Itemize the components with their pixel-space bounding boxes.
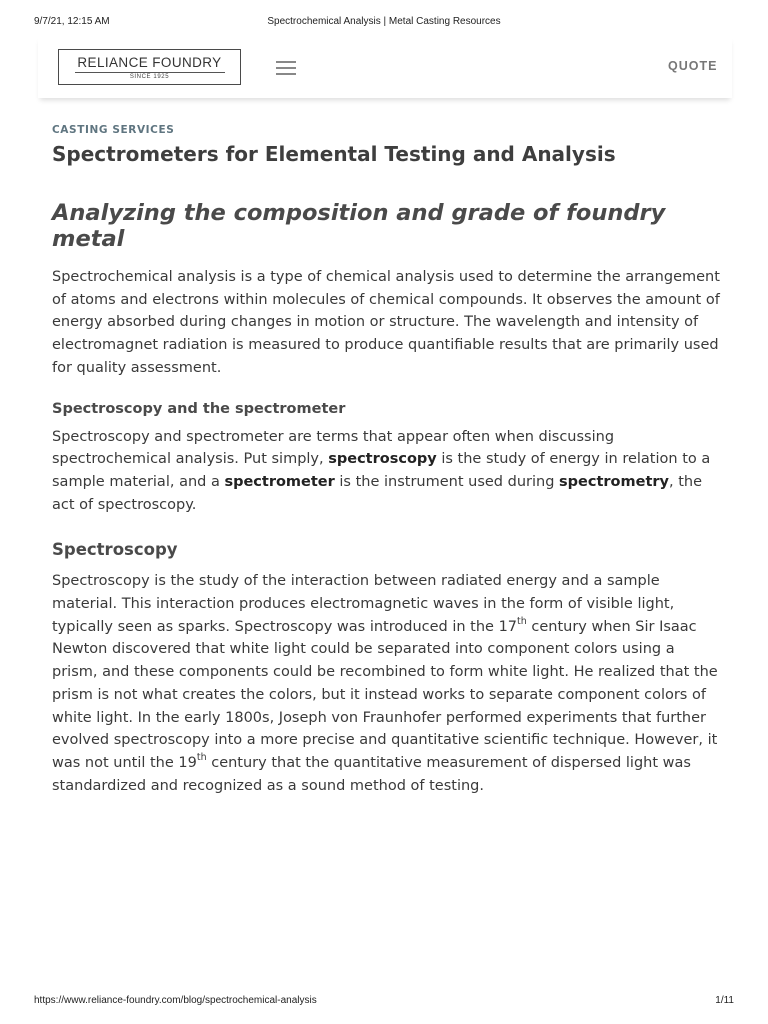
text-run: Spectroscopy and spectrometer are terms that appear often when discussing spectrochemical analysis. Put simply, xyxy=(52,428,615,468)
section1-paragraph xyxy=(52,426,720,517)
logo-name: RELIANCE FOUNDRY xyxy=(77,55,222,70)
term-spectrometer: spectrometer xyxy=(224,473,335,490)
article-subtitle: Analyzing the composition and grade of foundry metal xyxy=(52,200,666,252)
text-run: Spectroscopy is the study of the interaction between radiated energy and a sample material. This interaction produces electromagnetic waves in the form of visible light, typically seen as sparks. Spectroscopy was introduced in the 17 xyxy=(52,573,675,635)
text-run: is the instrument used during xyxy=(334,473,560,490)
section-heading-spectroscopy-spectrometer: Spectroscopy and the spectrometer xyxy=(52,400,346,417)
print-url: https://www.reliance-foundry.com/blog/spectrochemical-analysis xyxy=(34,995,317,1006)
article-category[interactable]: CASTING SERVICES xyxy=(52,124,175,136)
intro-paragraph: Spectrochemical analysis is a type of chemical analysis used to determine the arrangement of atoms and electrons within molecules of chemical compounds. It observes the amount of energy absorbed during changes in motion or structure. The wavelength and intensity of electromagnet radiation is measured to produce quantifiable results that are primarily used for quality assessment. xyxy=(52,269,720,376)
section-heading-spectroscopy: Spectroscopy xyxy=(52,540,178,560)
logo-divider xyxy=(75,72,225,73)
print-timestamp: 9/7/21, 12:15 AM xyxy=(34,16,110,27)
term-spectrometry: spectrometry xyxy=(559,473,669,490)
print-header xyxy=(0,16,768,30)
hamburger-menu-icon[interactable] xyxy=(276,60,298,76)
print-footer xyxy=(0,995,768,1009)
superscript: th xyxy=(517,615,527,627)
site-logo[interactable] xyxy=(58,49,241,85)
print-page-number: 1/11 xyxy=(715,995,734,1006)
superscript: th xyxy=(196,752,207,764)
quote-link[interactable]: QUOTE xyxy=(668,59,718,73)
article xyxy=(52,124,720,797)
text-run: , the act of spectroscopy. xyxy=(52,473,702,513)
article-title: Spectrometers for Elemental Testing and Analysis xyxy=(52,142,616,166)
logo-since: SINCE 1925 xyxy=(129,74,170,80)
text-run: century when Sir Isaac Newton discovered that white light could be separated into component colors using a prism, and these components could be recombined to form white light. He realized that the prism is not what creates the colors, but it instead works to separate component colors of white light. In the early 1800s, Joseph von Fraunhofer performed experiments that further evolved spectroscopy into a more precise and quantitative scientific technique. However, it was not until the 19 xyxy=(52,618,718,771)
text-run: is the study of energy in relation to a sample material, and a xyxy=(52,451,711,490)
print-page-title: Spectrochemical Analysis | Metal Casting Resources xyxy=(267,16,501,27)
section2-paragraph xyxy=(52,570,720,797)
term-spectroscopy: spectroscopy xyxy=(328,451,437,468)
text-run: century that the quantitative measurement of dispersed light was standardized and recognized as a sound method of testing. xyxy=(52,754,691,794)
site-header xyxy=(38,36,732,98)
